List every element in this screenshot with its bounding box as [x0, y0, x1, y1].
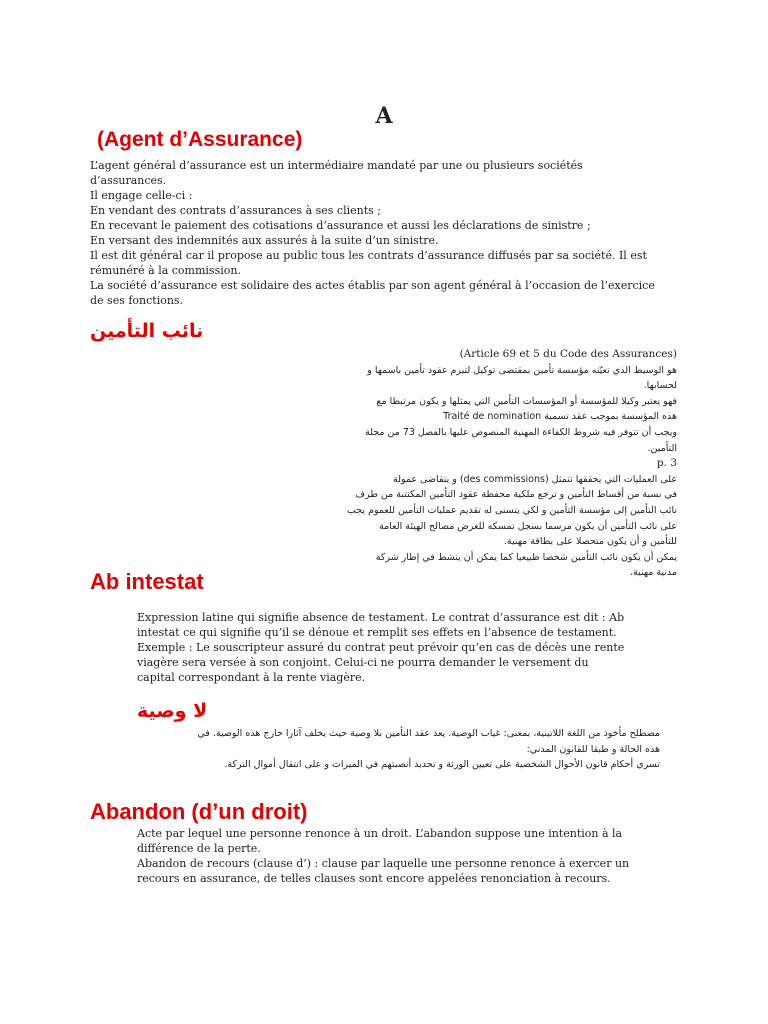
text-line: Exemple : Le souscripteur assuré du contrat peut prévoir qu’en cas de décès une rente: [137, 641, 625, 654]
text-line: على نائب التأمين أن يكون مرسما بسجل تمسكه للغرض مصالح الهيئة العامة: [379, 520, 677, 532]
text-line: فهو يعتبر وكيلا للمؤسسة أو المؤسسات التأمين التي يمثلها و يكون مرتبطا مع: [376, 395, 677, 407]
text-line: على العمليات التي يحققها تتمثل (des commissions) و يتقاضى عمولة: [392, 473, 677, 485]
heading-la-wasiya: لا وصية: [137, 700, 208, 722]
text-line: La société d’assurance est solidaire des actes établis par son agent général à l’occasion de l’exercice: [90, 279, 655, 292]
text-line: rémunéré à la commission.: [90, 264, 241, 277]
text-line: d’assurances.: [90, 174, 167, 187]
text-line: Abandon de recours (clause d’) : clause par laquelle une personne renonce à exercer un: [137, 857, 630, 870]
text-line: Expression latine qui signifie absence de testament. Le contrat d’assurance est dit : Ab: [137, 611, 625, 624]
text-line: نائب التأمين إلى مؤسسة التأمين و لكي يتسنى له تقديم عمليات التأمين للعموم يجب: [346, 504, 677, 516]
text-line: capital correspondant à la rente viagère.: [137, 671, 366, 684]
page-number: p. 3: [656, 457, 677, 470]
text-line: Acte par lequel une personne renonce à un droit. L’abandon suppose une intention à la: [137, 827, 623, 840]
ab-intestat-definition: [137, 610, 624, 685]
text-line: L’agent général d’assurance est un intermédiaire mandaté par une ou plusieurs sociétés: [90, 159, 583, 172]
abandon-definition: [137, 826, 629, 886]
text-line: هو الوسيط الذي تعيّنه مؤسسة تأمين بمقتضى توكيل لتبرم عقود تأمين باسمها و: [367, 364, 677, 376]
text-line: Il est dit général car il propose au public tous les contrats d’assurance diffusés par sa société. Il est: [90, 249, 647, 262]
heading-agent-assurance: (Agent d’Assurance): [97, 128, 303, 151]
text-line: En recevant le paiement des cotisations d’assurance et aussi les déclarations de sinistre ;: [90, 219, 591, 232]
heading-ab-intestat: Ab intestat: [90, 569, 204, 594]
naib-definition: [320, 347, 677, 581]
text-line: viagère sera versée à son conjoint. Celui-ci ne pourra demander le versement du: [137, 656, 589, 669]
text-line: de ses fonctions.: [90, 294, 184, 307]
text-line: هذه الحالة و طبقا للقانون المدني:: [526, 743, 660, 755]
text-line: intestat ce qui signifie qu’il se dénoue et remplit ses effets en l’absence de testament.: [137, 626, 617, 639]
la-wasiya-definition: [137, 726, 660, 773]
heading-abandon: Abandon (d’un droit): [90, 799, 308, 824]
text-line: للتأمين و أن يكون متحصلا على بطاقة مهنية.: [503, 536, 677, 548]
section-letter: A: [375, 103, 393, 129]
text-line: Il engage celle-ci :: [90, 189, 193, 202]
text-line: لحسابها.: [643, 380, 677, 392]
text-line: En versant des indemnités aux assurés à la suite d’un sinistre.: [90, 234, 439, 247]
text-line: تسري أحكام قانون الأحوال الشخصية على تعيين الورثة و تحديد أنصبتهم في الميراث و على انتقال أموال التركة.: [224, 759, 660, 771]
text-line: ويجب أن تتوفر فيه شروط الكفاءة المهنية المنصوص عليها بالفصل 73 من مجلة: [364, 426, 677, 438]
text-line: يمكن أن يكون نائب التأمين شخصا طبيعيا كما يمكن أن ينشط في إطار شركة: [375, 551, 677, 563]
text-line: En vendant des contrats d’assurances à ses clients ;: [90, 204, 381, 217]
text-line: هذه المؤسسة بموجب عقد تسمية Traité de nomination: [443, 411, 677, 423]
text-line: مدنية مهنية.: [629, 567, 677, 579]
text-line: différence de la perte.: [137, 842, 261, 855]
text-line: recours en assurance, de telles clauses sont encore appelées renonciation à recours.: [137, 872, 611, 885]
heading-naib-tamin: نائب التأمين: [90, 320, 204, 342]
text-line: مصطلح مأخوذ من اللغة اللاتينية، بمعنى: غياب الوصية. يعد عقد التأمين بلا وصية حيث يخلف آثارا خارج هذه الوصية. في: [197, 728, 660, 739]
text-line: في نسبة من أقساط التأمين و ترجع ملكية محفظة عقود التأمين المكتتبة من طرف: [355, 489, 677, 501]
article-reference: (Article 69 et 5 du Code des Assurances): [459, 348, 677, 360]
text-line: التأمين.: [647, 442, 677, 454]
agent-definition: [90, 158, 655, 308]
